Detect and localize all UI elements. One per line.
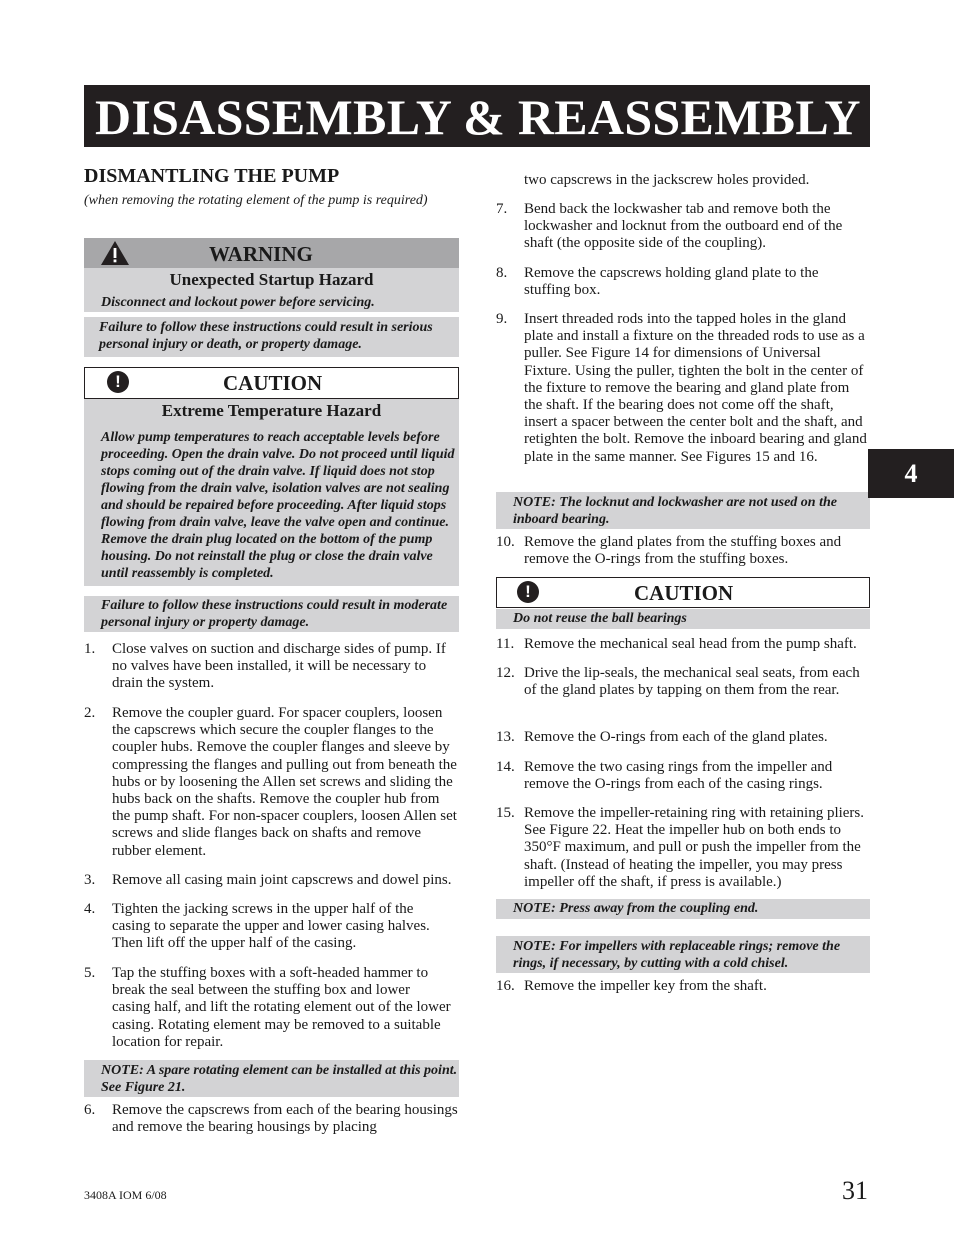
section-title: DISMANTLING THE PUMP [84,165,340,187]
exclamation-icon: ! [517,581,539,603]
step-number: 14. [496,759,515,775]
note-rings: NOTE: For impellers with replaceable rings; remove the rings, if necessary, by cutting with a cold chisel. [513,939,841,971]
step-number: 10. [496,534,515,550]
caution-body [496,609,870,629]
step-text: Remove the capscrews from each of the bearing housings and remove the bearing housings by placing [112,1102,458,1136]
caution-header [496,577,870,608]
step-number: 13. [496,729,515,745]
step-number: 4. [84,901,96,917]
step-number: 7. [496,201,508,217]
note-spare-box [84,1060,459,1097]
step-text: Remove the impeller key from the shaft. [524,978,767,994]
step-number: 16. [496,978,515,994]
note-locknut: NOTE: The locknut and lockwasher are not used on the inboard bearing. [513,495,837,527]
step-number: 3. [84,872,96,888]
step-text: Insert threaded rods into the tapped holes in the gland plate and install a fixture on the threaded rods to use as a puller. See Figure 14 for dimensions of Universal Fixture. Using the puller, tighten the bolt in the center of the fixture to remove the bearing and gland plate from the shaft. If the bearing does not come off the shaft, insert a spacer between the center bolt and the shaft, and retighten the bolt. Remove the inboard bearing and gland plate in the same manner. See Figures 15 and 16. [524,311,867,465]
caution-consequence-box [84,596,459,632]
note-press-box [496,899,870,919]
warning-label: WARNING [209,242,313,266]
step-text: Remove all casing main joint capscrews and dowel pins. [112,872,452,888]
warning-body [84,268,459,312]
step-number: 12. [496,665,515,681]
warning-consequence: Failure to follow these instructions could result in serious personal injury or death, or property damage. [99,320,433,352]
step-text: Close valves on suction and discharge sides of pump. If no valves have been installed, it will be necessary to drain the system. [112,641,446,692]
step-text: Remove the capscrews holding gland plate to the stuffing box. [524,265,819,299]
step-text: Tighten the jacking screws in the upper half of the casing to separate the upper and lower casing halves. Then lift off the upper half of the casing. [112,901,430,952]
warning-header [84,238,459,268]
caution-header [84,367,459,399]
chapter-tab [868,449,954,498]
chapter-banner [84,85,870,147]
caution-instruction: Do not reuse the ball bearings [513,611,687,626]
document-id: 3408A IOM 6/08 [84,1188,167,1202]
warning-triangle-icon [100,240,130,266]
step-text: Tap the stuffing boxes with a soft-headed hammer to break the seal between the stuffing box and lower casing half, and lift the rotating element out of the lower casing. Rotating element may be removed to a suitable location for repair. [112,965,451,1050]
step-text: Drive the lip-seals, the mechanical seal seats, from each of the gland plates by tapping on them from the rear. [524,665,860,699]
step-text: Remove the two casing rings from the impeller and remove the O-rings from each of the casing rings. [524,759,833,793]
step-number: 11. [496,636,515,652]
caution-body [84,399,459,586]
note-rings-box [496,936,870,973]
step-continuation: two capscrews in the jackscrew holes provided. [524,172,810,188]
step-text: Bend back the lockwasher tab and remove both the lockwasher and locknut from the outboard end of the shaft (the opposite side of the coupling). [524,201,843,252]
step-number: 5. [84,965,96,981]
warning-consequence-box [84,317,459,357]
step-number: 1. [84,641,96,657]
step-number: 8. [496,265,508,281]
step-text: Remove the coupler guard. For spacer couplers, loosen the capscrews which secure the coupler flanges to the coupler hubs. Remove the coupler flanges and sleeve by compressing the flanges and pulling out from beneath the hubs or by loosening the Allen set screws and sliding the hubs back on the shafts. Remove the coupler hub from the pump shaft. For non-spacer couplers, loosen Allen set screws and slide flanges back on shafts and remove rubber element. [112,705,457,859]
warning-instruction: Disconnect and lockout power before servicing. [101,295,375,310]
step-text: Remove the impeller-retaining ring with retaining pliers. See Figure 22. Heat the impeller hub on both ends to 350°F maximum, and pull or push the impeller from the shaft. (Instead of heating the impeller, you may press impeller off the shaft, if press is available.) [524,805,865,890]
note-press: NOTE: Press away from the coupling end. [513,901,759,916]
warning-hazard: Unexpected Startup Hazard [169,270,374,289]
caution-label: CAUTION [223,371,323,395]
step-number: 6. [84,1102,96,1118]
caution-label: CAUTION [634,581,734,605]
caution-consequence: Failure to follow these instructions could result in moderate personal injury or property damage. [101,598,448,630]
note-locknut-box [496,492,870,529]
section-subtitle: (when removing the rotating element of the pump is required) [84,193,428,208]
step-text: Remove the O-rings from each of the gland plates. [524,729,828,745]
page-title: DISASSEMBLY & REASSEMBLY [95,89,861,145]
step-text: Remove the mechanical seal head from the pump shaft. [524,636,857,652]
note-spare: NOTE: A spare rotating element can be installed at this point. See Figure 21. [101,1063,458,1095]
caution-hazard: Extreme Temperature Hazard [161,401,382,420]
step-number: 9. [496,311,508,327]
caution-instruction: Allow pump temperatures to reach acceptable levels before proceeding. Open the drain valve. Do not proceed until liquid stops coming out of the drain valve. If liquid does not stop flowing from the drain valve, isolation valves are not sealing and should be repaired before proceeding. After liquid stops flowing from drain valve, leave the valve open and continue. Remove the drain plug located on the bottom of the pump housing. Do not reinstall the plug or close the drain valve until reassembly is completed. [101,430,455,581]
chapter-number: 4 [904,459,918,488]
step-text: Remove the gland plates from the stuffing boxes and remove the O-rings from the stuffing boxes. [524,534,842,568]
page-number: 31 [842,1176,868,1205]
step-number: 2. [84,705,96,721]
step-number: 15. [496,805,515,821]
exclamation-icon: ! [107,371,129,393]
